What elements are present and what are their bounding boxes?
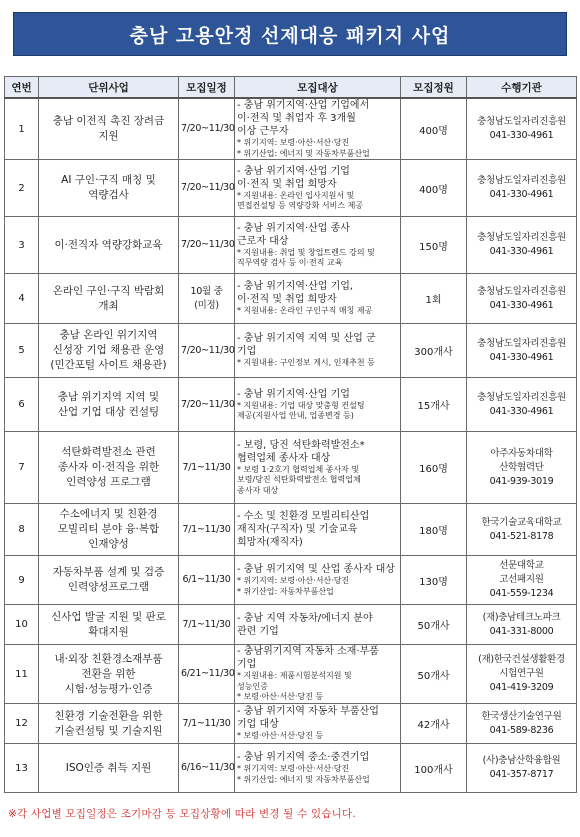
agency-line: 041-559-1234: [489, 588, 554, 599]
target-main-line: 이·전직 및 취업 희망자: [237, 178, 337, 190]
recruit-period-line: (미정): [194, 299, 219, 311]
agency-cell: [467, 556, 577, 605]
recruit-quota-cell: 100개사: [401, 744, 467, 793]
page-title: 충남 고용안정 선제대응 패키지 사업: [129, 24, 451, 47]
recruit-quota-cell: 150명: [401, 217, 467, 274]
row-number: 7: [5, 432, 39, 504]
agency-cell: [467, 98, 577, 160]
target-detail-line: * 위기지역: 보령·아산·서산·당진: [237, 138, 350, 147]
table-row: [5, 160, 577, 217]
recruit-period-cell: [179, 98, 235, 160]
unit-program-line: AI 구인·구직 매칭 및: [61, 174, 156, 186]
agency-cell: [467, 274, 577, 324]
target-detail-line: * 보령·아산·서산·당진 등: [237, 692, 324, 702]
target-detail-line: * 지원내용: 구인정보 게시, 인재추천 등: [237, 358, 375, 368]
recruit-target-cell: [235, 704, 401, 744]
row-number: 3: [5, 217, 39, 274]
agency-line: 충청남도일자리진흥원: [477, 285, 566, 297]
recruit-target-cell: [235, 98, 401, 160]
recruit-period-line: 7/20~11/30: [181, 344, 235, 356]
table-row: [5, 378, 577, 432]
agency-cell: [467, 605, 577, 645]
unit-program-line: (민간포털 사이트 채용관): [50, 359, 167, 371]
target-main-line: - 충남 위기지역·산업 기업: [237, 388, 350, 400]
recruit-quota-cell: 300개사: [401, 324, 467, 378]
table-row: [5, 432, 577, 504]
target-main-line: - 충남 위기지역·산업 기업: [237, 165, 350, 177]
target-main-line: - 충남 지역 자동차/에너지 분야: [237, 612, 373, 624]
unit-program-cell: [39, 704, 179, 744]
unit-program-line: 내·외장 친환경소재부품: [54, 652, 163, 665]
recruit-period-cell: [179, 645, 235, 704]
recruit-quota-cell: 15개사: [401, 378, 467, 432]
agency-cell: [467, 504, 577, 556]
agency-line: (사)충남산학융합원: [482, 755, 561, 766]
recruit-period-line: 7/1~11/30: [182, 523, 231, 535]
unit-program-cell: [39, 556, 179, 605]
unit-program-cell: [39, 378, 179, 432]
recruit-period-cell: [179, 324, 235, 378]
recruit-target-cell: [235, 217, 401, 274]
recruit-target-cell: [235, 744, 401, 793]
target-main-line: - 충남 위기지역·산업 종사: [237, 222, 350, 234]
agency-line: 041-330-4961: [489, 351, 554, 363]
recruit-period-cell: [179, 432, 235, 504]
unit-program-line: 인력양성 프로그램: [66, 476, 151, 488]
agency-cell: [467, 217, 577, 274]
target-main-line: - 충남위기지역 자동차 소재·부품: [237, 646, 379, 658]
program-table: [4, 76, 577, 793]
unit-program-line: 충남 위기지역 지역 및: [57, 390, 160, 403]
table-row: [5, 744, 577, 793]
agency-cell: [467, 160, 577, 217]
recruit-quota-cell: 400명: [401, 160, 467, 217]
row-number: 11: [5, 645, 39, 704]
table-row: [5, 98, 577, 160]
unit-program-line: 인력양성프로그램: [67, 581, 150, 593]
target-main-line: 관련 기업: [237, 625, 279, 637]
target-detail-line: 직무역량 검사 등 이·전직 교육: [237, 258, 343, 267]
target-main-line: - 충남 위기지역 중소·중견기업: [237, 752, 370, 763]
row-number: 13: [5, 744, 39, 793]
row-number: 1: [5, 98, 39, 160]
recruit-target-cell: [235, 504, 401, 556]
row-number: 5: [5, 324, 39, 378]
unit-program-cell: [39, 744, 179, 793]
recruit-target-cell: [235, 432, 401, 504]
agency-line: 시험연구원: [499, 668, 544, 679]
recruit-quota-cell: 50개사: [401, 645, 467, 704]
unit-program-cell: [39, 432, 179, 504]
recruit-period-line: 7/20~11/30: [181, 182, 235, 193]
recruit-target-cell: [235, 274, 401, 324]
target-detail-line: 성능인증: [237, 681, 268, 691]
recruit-quota-cell: 42개사: [401, 704, 467, 744]
agency-line: 041-357-8717: [489, 769, 554, 780]
unit-program-line: 신성장 기업 채용관 운영: [52, 344, 165, 356]
unit-program-line: 확대지원: [88, 625, 129, 638]
header-org: 수행기관: [467, 77, 577, 99]
unit-program-line: 석탄화력발전소 관련: [61, 446, 156, 458]
recruit-period-cell: [179, 160, 235, 217]
target-main-line: - 충남 위기지역·산업 기업에서: [237, 100, 370, 111]
header-period: 모집일정: [179, 77, 235, 99]
unit-program-cell: [39, 274, 179, 324]
target-main-line: - 수소 및 친환경 모빌리티산업: [237, 511, 370, 522]
agency-line: 충청남도일자리진흥원: [477, 175, 566, 186]
recruit-period-line: 7/1~11/30: [182, 461, 231, 473]
unit-program-cell: [39, 605, 179, 645]
recruit-quota-cell: 160명: [401, 432, 467, 504]
agency-line: (재)충남테크노파크: [482, 611, 561, 623]
target-detail-line: * 위기산업: 자동차부품산업: [237, 586, 334, 596]
recruit-period-cell: [179, 744, 235, 793]
target-detail-line: * 지원내용: 제품시험분석지원 및: [237, 671, 352, 681]
recruit-period-line: 10월 중: [190, 285, 223, 297]
agency-cell: [467, 378, 577, 432]
agency-line: 아주자동차대학: [490, 447, 553, 459]
target-main-line: 재직자(구직자) 및 기술교육: [237, 524, 358, 535]
recruit-period-cell: [179, 274, 235, 324]
table-row: [5, 645, 577, 704]
unit-program-line: 수소에너지 및 친환경: [59, 508, 158, 520]
recruit-period-cell: [179, 556, 235, 605]
agency-line: 선문대학교: [499, 560, 544, 571]
recruit-target-cell: [235, 324, 401, 378]
unit-program-line: 시험·성능평가·인증: [64, 682, 153, 695]
agency-line: 한국기술교육대학교: [481, 516, 562, 528]
unit-program-cell: [39, 160, 179, 217]
row-number: 6: [5, 378, 39, 432]
table-row: [5, 556, 577, 605]
recruit-period-cell: [179, 378, 235, 432]
unit-program-line: 지원: [98, 130, 119, 142]
recruit-period-line: 7/1~11/30: [182, 717, 231, 729]
unit-program-line: 인재양성: [88, 538, 129, 550]
recruit-target-cell: [235, 645, 401, 704]
table-header-row: [5, 77, 577, 99]
agency-line: 041-330-4961: [489, 299, 554, 311]
target-detail-line: 보령/당진 석탄화력발전소 협력업체: [237, 475, 361, 485]
header-unit: 단위사업: [39, 77, 179, 99]
agency-line: 041-330-4961: [489, 405, 554, 417]
target-detail-line: * 지원내용: 기업 대상 맞춤형 컨설팅: [237, 400, 365, 410]
recruit-quota-cell: 130명: [401, 556, 467, 605]
target-main-line: - 충남 위기지역·산업 기업,: [237, 281, 354, 293]
agency-line: 041-330-4961: [489, 189, 554, 200]
recruit-period-line: 7/1~11/30: [182, 618, 231, 630]
recruit-target-cell: [235, 605, 401, 645]
recruit-quota-cell: 50개사: [401, 605, 467, 645]
recruit-quota-cell: 180명: [401, 504, 467, 556]
target-detail-line: * 위기지역: 보령·아산·서산·당진: [237, 764, 350, 773]
row-number: 2: [5, 160, 39, 217]
target-detail-line: * 위기산업: 에너지 및 자동차부품산업: [237, 774, 370, 784]
agency-line: 충청남도일자리진흥원: [477, 232, 566, 243]
recruit-quota-cell: 400명: [401, 98, 467, 160]
table-row: [5, 217, 577, 274]
recruit-period-cell: [179, 217, 235, 274]
unit-program-cell: [39, 504, 179, 556]
unit-program-cell: [39, 324, 179, 378]
target-detail-line: * 위기지역: 보령·아산·서산·당진: [237, 576, 350, 585]
unit-program-cell: [39, 217, 179, 274]
target-detail-line: * 지원내용: 취업 및 창업트렌드 강의 및: [237, 247, 375, 257]
target-main-line: - 충남 위기지역 및 산업 종사자 대상: [237, 564, 395, 575]
agency-cell: [467, 704, 577, 744]
footnote: ※각 사업별 모집일정은 조기마감 등 모집상황에 따라 변경 될 수 있습니다.: [8, 808, 356, 820]
row-number: 4: [5, 274, 39, 324]
table-row: [5, 605, 577, 645]
target-main-line: 이상 근무자: [237, 126, 289, 137]
agency-line: 충청남도일자리진흥원: [477, 337, 566, 349]
unit-program-line: 역량검사: [88, 189, 129, 201]
target-main-line: 기업: [237, 346, 257, 358]
target-main-line: 협력업체 종사자 대상: [237, 452, 331, 464]
recruit-target-cell: [235, 556, 401, 605]
target-main-line: 이·전직 및 취업자 후 3개월: [237, 113, 356, 124]
table-row: [5, 504, 577, 556]
recruit-period-line: 7/20~11/30: [181, 123, 235, 134]
table-row: [5, 324, 577, 378]
agency-line: 고선패지원: [499, 574, 544, 585]
target-main-line: 기업: [237, 659, 257, 671]
unit-program-line: 이·전직자 역량강화교육: [54, 238, 163, 251]
recruit-period-line: 7/20~11/30: [181, 398, 235, 410]
agency-line: 041-330-4961: [489, 246, 554, 257]
unit-program-line: 모빌리티 분야 융·복합: [57, 523, 160, 535]
agency-cell: [467, 744, 577, 793]
row-number: 12: [5, 704, 39, 744]
agency-line: 한국생산기술연구원: [481, 710, 562, 722]
target-detail-line: 제공(지원사업 안내, 업종변경 등): [237, 411, 354, 420]
agency-line: 041-939-3019: [489, 475, 554, 487]
agency-line: 충청남도일자리진흥원: [477, 391, 566, 403]
recruit-period-line: 6/16~11/30: [181, 762, 235, 773]
unit-program-line: 종사자 이·전직을 위한: [57, 461, 160, 473]
target-main-line: - 충남 위기지역 자동차 부품산업: [237, 706, 379, 718]
target-detail-line: * 보령 1·2호기 협력업체 종사자 및: [237, 464, 360, 474]
target-detail-line: * 지원내용: 온라인 입사지원서 및: [237, 190, 355, 200]
target-main-line: 이·전직 및 취업 희망자: [237, 294, 337, 306]
target-detail-line: * 위기산업: 에너지 및 자동차부품산업: [237, 148, 370, 158]
target-detail-line: 면접컨설팅 등 역량강화 서비스 제공: [237, 201, 364, 210]
header-target: 모집대상: [235, 77, 401, 99]
agency-line: 041-589-8236: [489, 724, 554, 736]
target-main-line: 기업 대상: [237, 719, 279, 731]
unit-program-line: 개최: [98, 299, 119, 312]
unit-program-line: 신사업 발굴 지원 및 판로: [51, 610, 166, 623]
agency-line: (재)한국건설생활환경: [478, 654, 565, 665]
target-main-line: 근로자 대상: [237, 235, 289, 247]
unit-program-line: 온라인 구인·구직 박람회: [52, 284, 165, 297]
row-number: 8: [5, 504, 39, 556]
header-no: 연번: [5, 77, 39, 99]
unit-program-cell: [39, 645, 179, 704]
recruit-quota-cell: 1회: [401, 274, 467, 324]
agency-line: 041-521-8178: [489, 530, 554, 542]
unit-program-line: 충남 이전직 촉진 장려금: [52, 115, 165, 127]
agency-line: 041-331-8000: [489, 625, 554, 637]
table-body: [5, 98, 577, 793]
target-detail-line: * 지원내용: 온라인 구인구직 매칭 제공: [237, 306, 373, 316]
unit-program-line: 기술컨설팅 및 기술지원: [54, 724, 163, 737]
agency-cell: [467, 324, 577, 378]
recruit-target-cell: [235, 160, 401, 217]
recruit-period-cell: [179, 504, 235, 556]
header-quota: 모집정원: [401, 77, 467, 99]
unit-program-cell: [39, 98, 179, 160]
target-main-line: 희망자(재직자): [237, 537, 303, 548]
unit-program-line: 자동차부품 설계 및 검증: [52, 566, 165, 578]
unit-program-line: 산업 기업 대상 컨설팅: [57, 405, 160, 418]
unit-program-line: 친환경 기술전환을 위한: [54, 709, 163, 722]
recruit-target-cell: [235, 378, 401, 432]
row-number: 9: [5, 556, 39, 605]
recruit-period-line: 6/1~11/30: [182, 574, 231, 585]
unit-program-line: 충남 온라인 위기지역: [59, 329, 158, 341]
page-title-banner: [13, 12, 567, 56]
target-detail-line: 종사자 대상: [237, 485, 279, 495]
agency-cell: [467, 432, 577, 504]
unit-program-line: 전환을 위한: [81, 667, 136, 680]
agency-line: 산학협력단: [499, 461, 544, 473]
agency-line: 041-330-4961: [489, 130, 554, 141]
recruit-period-cell: [179, 704, 235, 744]
agency-line: 충청남도일자리진흥원: [477, 116, 566, 127]
recruit-period-line: 6/21~11/30: [181, 668, 235, 679]
target-main-line: - 보령, 당진 석탄화력발전소*: [237, 439, 365, 451]
recruit-period-line: 7/20~11/30: [181, 239, 235, 250]
unit-program-line: ISO인증 취득 지원: [65, 761, 152, 774]
table-row: [5, 274, 577, 324]
agency-cell: [467, 645, 577, 704]
table-row: [5, 704, 577, 744]
agency-line: 041-419-3209: [489, 682, 554, 693]
row-number: 10: [5, 605, 39, 645]
recruit-period-cell: [179, 605, 235, 645]
target-main-line: - 충남 위기지역 지역 및 산업 군: [237, 333, 376, 345]
target-detail-line: * 보령·아산·서산·당진 등: [237, 731, 324, 741]
